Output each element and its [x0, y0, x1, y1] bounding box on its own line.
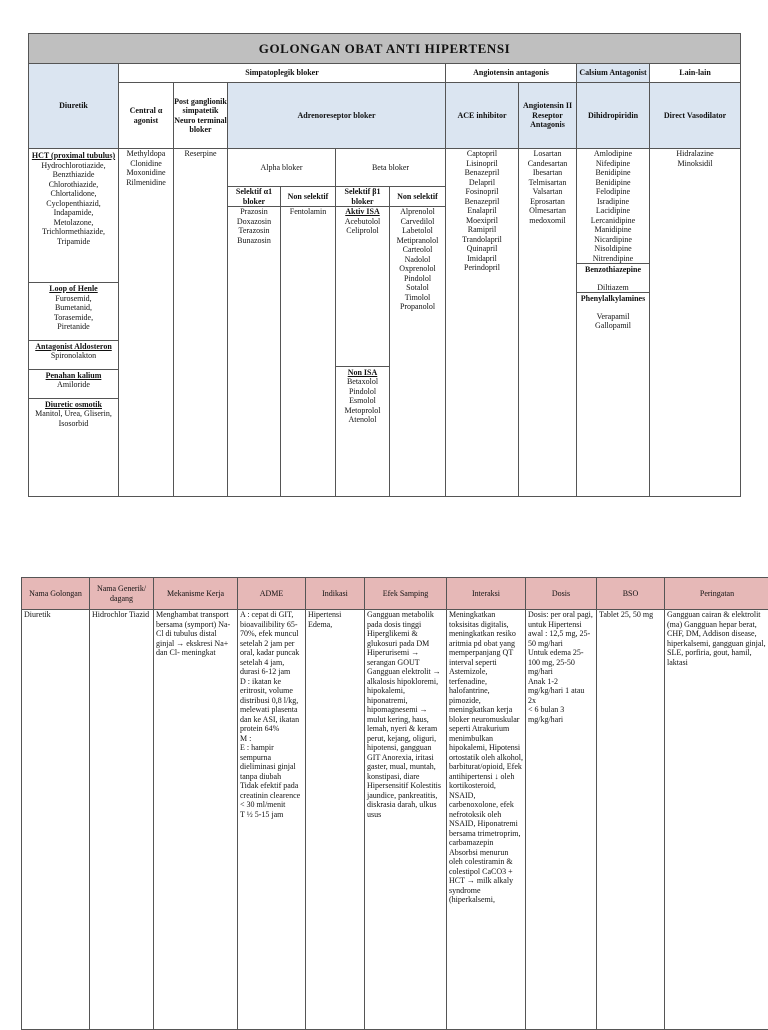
col-nama-golongan: Nama Golongan	[22, 578, 90, 610]
header-simpatoplegik: Simpatoplegik bloker	[119, 64, 446, 83]
acei-list: Captopril Lisinopril Benazepril Delapril Fosinopril Benazepril Enalapril Moexipril Ramipril Trandolapril Quinapril Imidapril Perindopril	[446, 149, 519, 497]
header-alpha-nonselektif: Non selektif	[281, 187, 336, 207]
header-diuretik: Diuretik	[29, 64, 119, 149]
calcium-cell	[577, 149, 650, 497]
header-postgang: Post ganglionik simpatetik Neuro terminal bloker	[174, 83, 228, 149]
dhp-list: Amlodipine Nifedipine Benidipine Benidipine Felodipine Isradipine Lacidipine Lercanidipine Manidipine Nicardipine Nisoldipine Nitrendipine	[577, 149, 649, 263]
aldosteron-section	[29, 340, 118, 361]
aldosteron-heading: Antagonist Aldosteron	[29, 342, 118, 352]
col-adme: ADME	[238, 578, 306, 610]
cell-bso: Tablet 25, 50 mg	[597, 610, 665, 1030]
benzothiazepine-list: Diltiazem	[577, 283, 649, 293]
phenylalkylamines-heading: Phenylalkylamines	[577, 292, 649, 304]
osmotik-list: Manitol, Urea, Gliserin, Isosorbid	[29, 409, 118, 428]
cell-efek-samping: Gangguan metabolik pada dosis tinggi Hiperglikemi & glukosuri pada DM Hiperurisemi → serangan GOUT Gangguan elektrolit → alkalosis hipokloremi, hipokalemi, hiponatremi, hipomagnesemi → mulut kering, haus, lemah, nyeri & keram perut, kejang, oliguri, hipotensi, gangguan GIT Anorexia, iritasi gaster, mual, muntah, konstipasi, diare Hipersensitif Kolestitis jaundice, pankreatitis, diskrasia darah, ulkus usus	[365, 610, 447, 1030]
col-indikasi: Indikasi	[306, 578, 365, 610]
col-dosis: Dosis	[526, 578, 597, 610]
alpha-selektif-list: Prazosin Doxazosin Terazosin Bunazosin	[228, 207, 281, 497]
loop-heading: Loop of Henle	[29, 284, 118, 294]
header-acei: ACE inhibitor	[446, 83, 519, 149]
diuretik-cell	[29, 149, 119, 497]
header-lain: Lain-lain	[650, 64, 741, 83]
cell-golongan: Diuretik	[22, 610, 90, 1030]
col-mekanisme: Mekanisme Kerja	[154, 578, 238, 610]
kalium-heading: Penahan kalium	[29, 371, 118, 381]
cell-mekanisme: Menghambat transport bersama (symport) Na- Cl di tubulus distal ginjal → ekskresi Na+ dan Cl- meningkat	[154, 610, 238, 1030]
vasodilator-list: Hidralazine Minoksidil	[650, 149, 741, 497]
hct-heading: HCT (proximal tubulus)	[29, 151, 118, 161]
phenylalkylamines-list: Verapamil Gallopamil	[577, 312, 649, 331]
beta-nonselektif-list: Alprenolol Carvedilol Labetolol Metipranolol Carteolol Nadolol Oxprenolol Pindolol Sotalol Timolol Propanolol	[390, 207, 446, 497]
header-vaso: Direct Vasodilator	[650, 83, 741, 149]
hct-list: Hydrochlorotiazide, Benzthiazide Chlorothiazide, Chlortalidone, Cyclopenthiazid, Indapamide, Metolazone, Trichlormethiazide, Tripamide	[29, 161, 118, 247]
header-arb: Angiotensin II Reseptor Antagonis	[519, 83, 577, 149]
antihypertensive-classification-table	[28, 33, 741, 497]
kalium-section	[29, 369, 118, 390]
drug-detail-table	[21, 577, 768, 1030]
aktiv-isa-heading: Aktiv ISA	[336, 207, 389, 217]
cell-dosis: Dosis: per oral pagi, untuk Hipertensi awal : 12,5 mg, 25-50 mg/hari Untuk edema 25-100 mg, 25-50 mg/hari Anak 1-2 mg/kg/hari 1 atau 2x < 6 bulan 3 mg/kg/hari	[526, 610, 597, 1030]
alpha-nonselektif-list: Fentolamin	[281, 207, 336, 497]
header-alpha: Alpha bloker	[228, 149, 336, 187]
header-alpha-selektif: Selektif α1 bloker	[228, 187, 281, 207]
header-central: Central α agonist	[119, 83, 174, 149]
cell-indikasi: Hipertensi Edema,	[306, 610, 365, 1030]
non-isa-heading: Non ISA	[336, 368, 389, 378]
col-interaksi: Interaksi	[447, 578, 526, 610]
kalium-list: Amiloride	[29, 380, 118, 390]
arb-list: Losartan Candesartan Ibesartan Telmisartan Valsartan Eprosartan Olmesartan medoxomil	[519, 149, 577, 497]
cell-peringatan: Gangguan cairan & elektrolit (ma) Gangguan hepar berat, CHF, DM, Addison disease, hiperkalsemi, gangguan ginjal, SLE, porfiria, gout, hamil, laktasi	[665, 610, 768, 1030]
header-beta-nonselektif: Non selektif	[390, 187, 446, 207]
cell-interaksi: Meningkatkan toksisitas digitalis, meningkatkan resiko aritmia pd obat yang memperpanjang QT interval seperti Astemizole, terfenadine, halofantrine, pimozide, meningkatkan kerja bloker neuromuskular seperti Atrakurium menimbulkan hipokalemi, Hipotensi ortostatik oleh alkohol, barbiturat/opioid, Efek antihipertensi ↓ oleh kortikosteroid, NSAID, carbenoxolone, efek nefrotoksik oleh NSAID, Hiponatremi bersama trimetroprim, carbamazepin Absorbsi menurun oleh colestiramin & colestipol CaCO3 + HCT → milk alkaly syndrome (hiperkalsemi,	[447, 610, 526, 1030]
table-title: GOLONGAN OBAT ANTI HIPERTENSI	[29, 34, 741, 64]
table-row	[22, 610, 768, 1030]
header-angiotensin: Angiotensin antagonis	[446, 64, 577, 83]
header-beta-selektif: Selektif β1 bloker	[336, 187, 390, 207]
col-peringatan: Peringatan	[665, 578, 768, 610]
osmotik-section	[29, 398, 118, 429]
aktiv-isa-list: Acebutolol Celiprolol	[336, 217, 389, 236]
non-isa-list: Betaxolol Pindolol Esmolol Metoprolol Atenolol	[336, 377, 389, 425]
osmotik-heading: Diuretic osmotik	[29, 400, 118, 410]
header-dhp: Dihidropiridin	[577, 83, 650, 149]
col-bso: BSO	[597, 578, 665, 610]
cell-adme: A : cepat di GIT, bioavailibility 65-70%, efek muncul setelah 2 jam per oral, kadar puncak setelah 4 jam, durasi 6-12 jam D : ikatan ke eritrosit, volume distribusi 0,8 l/kg, melewati plasenta dan ke ASI, ikatan protein 64% M : E : hampir sempurna dieliminasi ginjal tanpa diubah Tidak efektif pada creatinin clearence < 30 ml/menit T ½ 5-15 jam	[238, 610, 306, 1030]
loop-list: Furosemid, Bumetanid, Torasemide, Piretanide	[29, 294, 118, 332]
beta-selektif-cell	[336, 207, 390, 497]
non-isa-section	[336, 366, 389, 425]
header-adreno: Adrenoreseptor bloker	[228, 83, 446, 149]
header-beta: Beta bloker	[336, 149, 446, 187]
col-nama-generik: Nama Generik/ dagang	[90, 578, 154, 610]
col-efek-samping: Efek Samping	[365, 578, 447, 610]
postgang-list: Reserpine	[174, 149, 228, 497]
header-calcium: Calsium Antagonist	[577, 64, 650, 83]
cell-generik: Hidrochlor Tiazid	[90, 610, 154, 1030]
aldosteron-list: Spironolakton	[29, 351, 118, 361]
benzothiazepine-heading: Benzothiazepine	[577, 263, 649, 275]
central-agonist-list: Methyldopa Clonidine Moxonidine Rilmenidine	[119, 149, 174, 497]
loop-section	[29, 282, 118, 332]
